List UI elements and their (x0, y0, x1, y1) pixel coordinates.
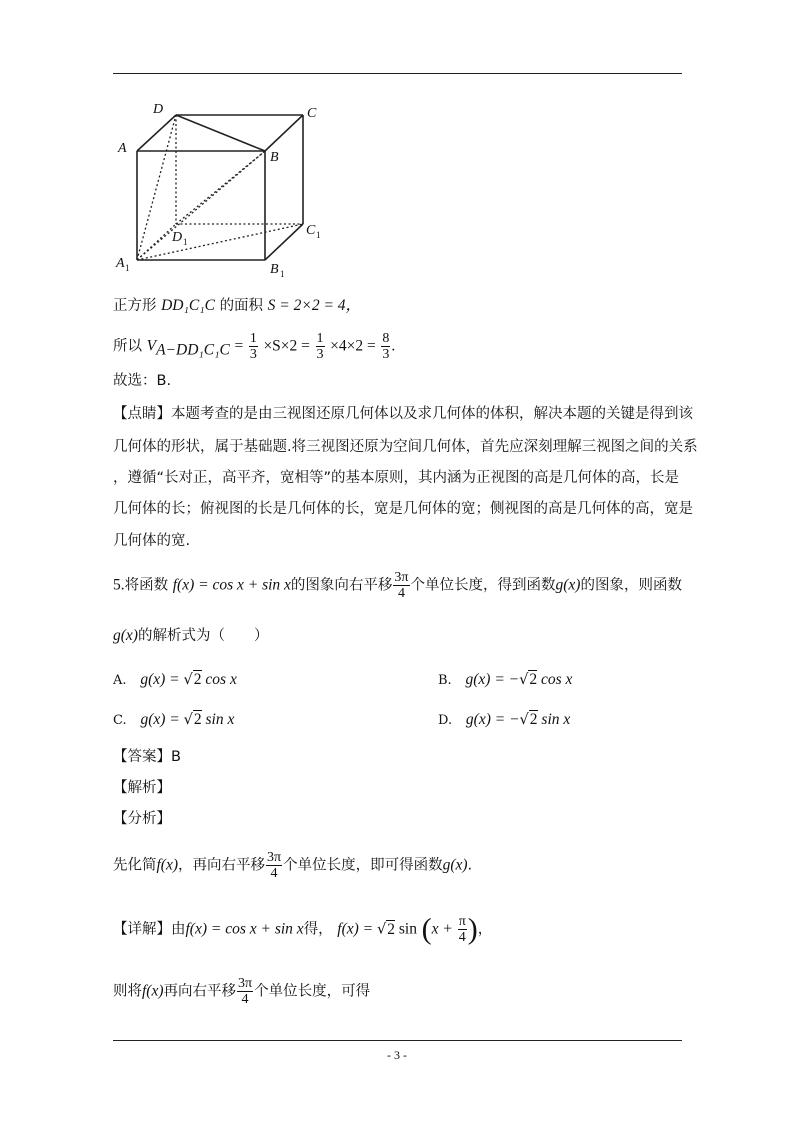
math-g: g(x) (555, 576, 581, 594)
fraction: $\frac{1}{3}$ (316, 331, 324, 362)
sub-B1: 1 (280, 269, 285, 279)
option-a[interactable]: A. g(x) = √2 cos x (113, 671, 237, 688)
label-C: C (307, 106, 317, 121)
option-d[interactable]: D. g(x) = −√2 sin x (438, 711, 571, 728)
label-B1: B (270, 262, 279, 277)
detail-line: 【详解】由f(x) = cos x + sin x得， f(x) = √2 sin (x + $\frac{\pi}{4}$ )， (113, 912, 493, 946)
math-g: g(x) (442, 856, 468, 874)
text: 正方形 (113, 298, 157, 314)
volume-line: 所以 $V_{A-DD_1C_1C}$ = $\frac{1}{3}$ ×S×2 = $\frac{1}{3}$ ×4×2 = $\frac{8}{3}$ . (113, 331, 396, 362)
cube-figure (110, 98, 340, 283)
jiexi-heading: 【解析】 (113, 780, 171, 796)
footer-rule (113, 1040, 682, 1041)
comment-line-3: ，遵循“长对正，高平齐，宽相等”的基本原则，其内涵为正视图的高是几何体的高，长是 (113, 470, 680, 486)
option-b[interactable]: B. g(x) = −√2 cos x (438, 671, 573, 688)
question-5-line-2: g(x)的解析式为（ ） (113, 627, 269, 644)
math-V: V (146, 337, 157, 355)
fenxi-heading: 【分析】 (113, 811, 171, 827)
fraction: $\frac{3\pi}{4}$ (394, 570, 409, 601)
math-f: f(x) = cos x + sin x (172, 576, 291, 594)
label-D1: D (172, 230, 183, 245)
math-g: g(x) (113, 627, 138, 644)
label-D: D (153, 102, 164, 117)
question-number: 5. (113, 576, 125, 594)
square-area-line (113, 291, 361, 321)
math: ×S×2 = (263, 337, 310, 355)
sub-C1: 1 (316, 230, 321, 240)
fraction: $\frac{3\pi}{4}$ (267, 850, 282, 881)
question-5-line-1: 5.将函数 f(x) = cos x + sin x的图象向右平移 $\frac{3\pi}{4}$ 个单位长度，得到函数g(x)的图象，则函数 (113, 570, 682, 601)
choice-line: 故选：B. (113, 373, 172, 389)
label-A1: A (116, 256, 125, 271)
math-area: S = 2×2 = 4， (267, 297, 362, 314)
label-B: B (270, 150, 279, 165)
analysis-line: 先化简f(x)，再向右平移 $\frac{3\pi}{4}$ 个单位长度，即可得函数g(x). (113, 850, 473, 881)
text: 所以 (113, 338, 142, 355)
sub-D1: 1 (183, 237, 188, 247)
label-A: A (118, 141, 127, 156)
comment-line-1: 【点睛】本题考查的是由三视图还原几何体以及求几何体的体积，解决本题的关键是得到该 (113, 406, 693, 422)
math: ×4×2 = (330, 337, 376, 355)
option-c[interactable]: C. g(x) = √2 sin x (113, 711, 235, 728)
last-line: 则将f(x)再向右平移 $\frac{3\pi}{4}$ 个单位长度，可得 (113, 976, 371, 1007)
comment-line-4: 几何体的长；俯视图的长是几何体的长，宽是几何体的宽；侧视图的高是几何体的高，宽是 (113, 501, 693, 517)
text: 的面积 (219, 298, 264, 314)
fraction: $\frac{\pi}{4}$ (458, 914, 466, 945)
math-V-sub: A−DD₁C₁C (156, 341, 230, 359)
math: = (234, 337, 244, 355)
math-square: DD₁C₁C (161, 297, 215, 314)
header-rule (113, 73, 682, 74)
math-f: f(x) = cos x + sin x (185, 920, 304, 938)
label-C1: C (306, 223, 316, 238)
comment-line-2: 几何体的形状，属于基础题.将三视图还原为空间几何体，首先应深刻理解三视图之间的关系 (113, 439, 698, 455)
fraction: $\frac{3\pi}{4}$ (238, 976, 253, 1007)
math-f: f(x) (156, 856, 179, 874)
sub-A1: 1 (125, 263, 130, 273)
page-number: - 3 - (387, 1048, 407, 1062)
math-f: f(x) (142, 982, 164, 1000)
fraction: $\frac{1}{3}$ (249, 331, 257, 362)
comment-line-5: 几何体的宽. (113, 533, 191, 549)
answer: 【答案】B (113, 749, 181, 765)
fraction: $\frac{8}{3}$ (382, 331, 390, 362)
